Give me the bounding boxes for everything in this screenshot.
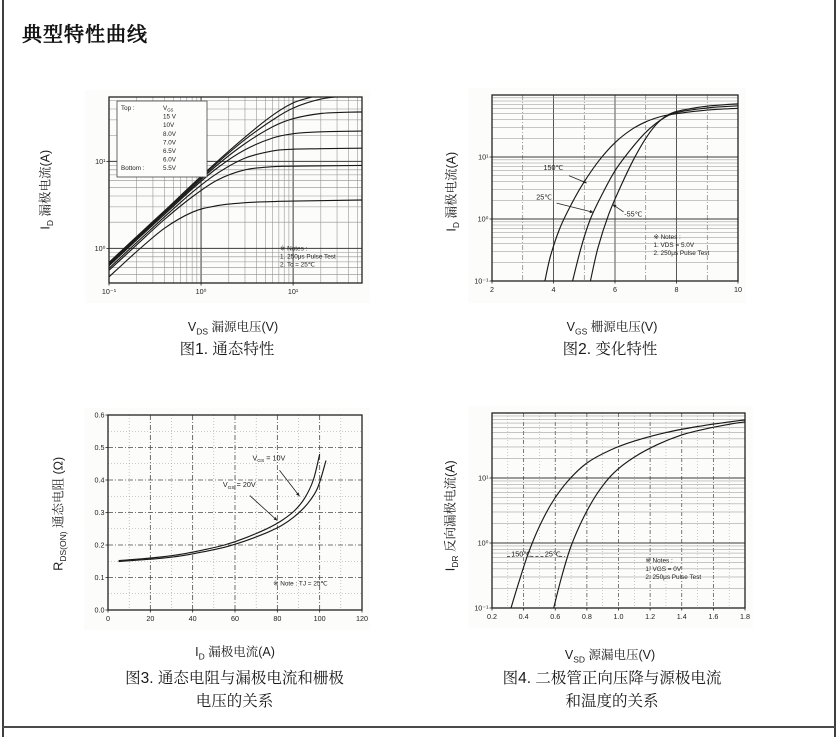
svg-text:150℃: 150℃	[543, 162, 564, 172]
svg-text:6.0V: 6.0V	[163, 156, 176, 164]
svg-text:Top :: Top :	[121, 105, 135, 112]
fig2-caption: 图2. 变化特性	[562, 341, 658, 358]
svg-text:1. 250μs Pulse Test: 1. 250μs Pulse Test	[279, 253, 336, 261]
svg-text:1.8: 1.8	[740, 612, 750, 621]
svg-text:※ Note : TJ = 25℃: ※ Note : TJ = 25℃	[273, 580, 328, 588]
svg-text:10⁰: 10⁰	[477, 214, 489, 224]
svg-text:80: 80	[273, 614, 282, 623]
svg-text:0.1: 0.1	[94, 572, 105, 582]
svg-text:0.5: 0.5	[94, 442, 105, 452]
svg-text:5.5V: 5.5V	[163, 165, 176, 173]
svg-text:10⁰: 10⁰	[195, 287, 207, 296]
svg-text:10⁻¹: 10⁻¹	[474, 603, 489, 613]
svg-text:2. 250μs Pulse Test: 2. 250μs Pulse Test	[645, 573, 702, 581]
svg-text:1.4: 1.4	[676, 612, 687, 621]
svg-text:0.3: 0.3	[94, 507, 105, 517]
svg-text:1. VGS = 0V: 1. VGS = 0V	[645, 565, 682, 573]
svg-text:※ Notes :: ※ Notes :	[279, 245, 308, 253]
fig3-chart	[84, 408, 370, 630]
svg-text:10¹: 10¹	[478, 152, 489, 162]
svg-text:1.6: 1.6	[708, 612, 719, 621]
svg-text:-55℃: -55℃	[624, 209, 643, 219]
fig3-y-axis-label: $R_{DS(ON)}$ 通态电阻 (Ω)	[51, 456, 68, 571]
svg-text:4: 4	[551, 285, 556, 294]
svg-text:10: 10	[734, 285, 742, 294]
svg-text:10⁰: 10⁰	[477, 538, 489, 548]
svg-text:150℃: 150℃	[511, 549, 532, 559]
svg-text:VGS = 10V: $V_{GS} = 10V$	[252, 453, 286, 465]
svg-text:25℃: 25℃	[544, 549, 561, 559]
fig2-chart	[468, 88, 746, 303]
svg-text:60: 60	[231, 614, 239, 623]
fig4-caption: 图4. 二极管正向压降与源极电流 和温度的关系	[502, 670, 722, 710]
svg-text:7.0V: 7.0V	[163, 139, 176, 147]
svg-text:※ Notes :: ※ Notes :	[653, 233, 681, 241]
svg-text:0.4: 0.4	[94, 475, 105, 485]
svg-text:2: 2	[490, 285, 494, 294]
fig1-chart	[85, 90, 370, 303]
fig4-chart	[468, 406, 753, 628]
svg-text:0.6: 0.6	[94, 410, 105, 420]
svg-text:0.6: 0.6	[550, 612, 561, 621]
svg-text:20: 20	[146, 614, 155, 623]
svg-text:6: 6	[613, 285, 617, 294]
svg-text:0.8: 0.8	[581, 612, 592, 621]
fig3-caption: 图3. 通态电阻与漏极电流和栅极 电压的关系	[125, 670, 344, 710]
svg-text:10V: 10V	[163, 122, 175, 130]
svg-text:0.2: 0.2	[487, 612, 497, 621]
svg-text:40: 40	[188, 614, 197, 623]
svg-text:1.2: 1.2	[645, 612, 656, 621]
svg-text:VGS: $V_{GS}$	[163, 105, 174, 113]
svg-text:0: 0	[106, 614, 110, 623]
svg-text:10⁻¹: 10⁻¹	[474, 276, 489, 286]
fig1-y-axis-label: $I_D$ 漏极电流(A)	[38, 149, 55, 230]
svg-text:2. Tc = 25℃: 2. Tc = 25℃	[279, 261, 315, 269]
svg-text:Bottom :: Bottom :	[121, 165, 145, 173]
fig4-x-axis-label: $V_{SD}$ 源漏电压(V)	[564, 648, 656, 665]
fig2-y-axis-label: $I_D$ 漏极电流(A)	[444, 151, 461, 232]
svg-text:15 V: 15 V	[163, 113, 176, 121]
svg-text:8: 8	[674, 285, 679, 294]
svg-text:※ Notes :: ※ Notes :	[645, 557, 673, 565]
svg-text:10¹: 10¹	[95, 156, 106, 166]
svg-text:0.2: 0.2	[94, 540, 105, 550]
fig1-x-axis-label: $V_{DS}$ 漏源电压(V)	[187, 320, 279, 337]
fig4-y-axis-label: $I_{DR}$ 反向漏极电流(A)	[443, 460, 460, 572]
svg-text:25℃: 25℃	[536, 192, 553, 202]
page-bottom-rule	[2, 726, 836, 728]
svg-text:1. VDS = 5.0V: 1. VDS = 5.0V	[653, 241, 695, 249]
svg-text:0.0: 0.0	[94, 605, 105, 615]
svg-text:8.0V: 8.0V	[163, 130, 176, 138]
svg-text:100: 100	[313, 614, 326, 623]
page-right-border	[834, 0, 836, 737]
svg-text:10⁻¹: 10⁻¹	[101, 287, 117, 296]
fig2-x-axis-label: $V_{GS}$ 栅源电压(V)	[566, 320, 658, 337]
svg-text:1.0: 1.0	[613, 612, 624, 621]
svg-text:VGS = 20V: $V_{GS} = 20V$	[222, 480, 256, 491]
svg-text:120: 120	[356, 614, 368, 623]
svg-text:10¹: 10¹	[287, 287, 299, 296]
fig1-caption: 图1. 通态特性	[179, 341, 275, 358]
page-left-border	[2, 0, 4, 737]
page-title: 典型特性曲线	[22, 22, 148, 46]
svg-text:6.5V: 6.5V	[163, 148, 176, 155]
svg-text:0.4: 0.4	[518, 612, 529, 621]
svg-text:10¹: 10¹	[478, 473, 489, 483]
fig3-x-axis-label: $I_D$ 漏极电流(A)	[195, 645, 275, 662]
svg-text:2. 250μs Pulse Test: 2. 250μs Pulse Test	[653, 250, 710, 258]
svg-text:10⁰: 10⁰	[94, 243, 106, 253]
